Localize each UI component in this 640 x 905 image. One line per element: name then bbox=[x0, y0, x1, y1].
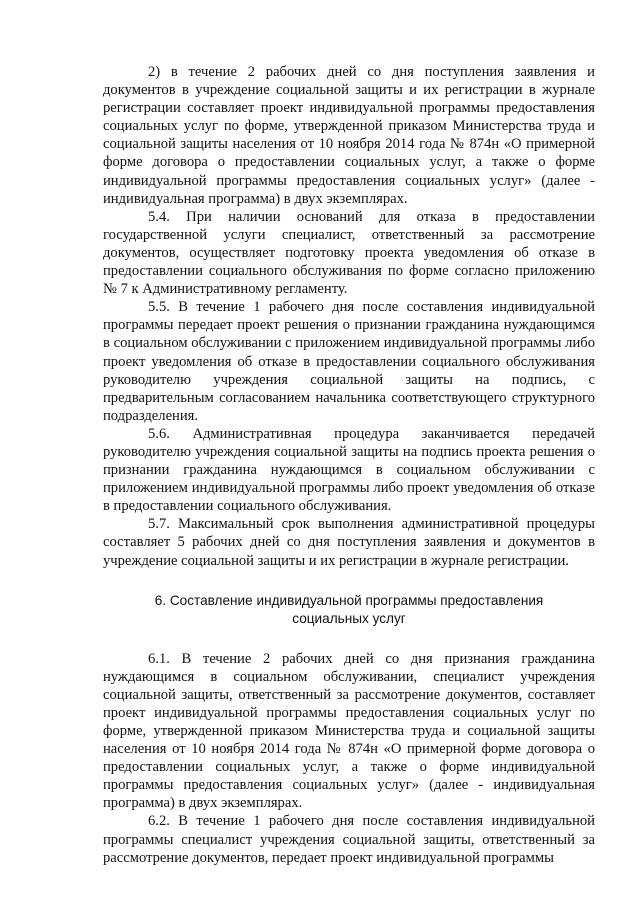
section-heading-line2: социальных услуг bbox=[292, 610, 406, 626]
paragraph-5-5: 5.5. В течение 1 рабочего дня после составления индивидуальной программы передает проект решения о признании гражданина нуждающимся в социальном обслуживании с приложением индивидуальной программы либо проект уведомления об отказе в предоставлении социального обслуживания руководителю учреждения социальной защиты на подпись, с предварительным согласованием начальника соответствующего структурного подразделения. bbox=[103, 299, 595, 424]
section-heading bbox=[103, 592, 595, 628]
paragraph-6-1: 6.1. В течение 2 рабочих дней со дня признания гражданина нуждающимся в социальном обслуживании, специалист учреждения социальной защиты, ответственный за рассмотрение документов, составляет проект индивидуальной программы предоставления социальных услуг по форме, утвержденной приказом Министерства труда и социальной защиты населения от 10 ноября 2014 года № 874н «О примерной форме договора о предоставлении социальных услуг, а также о форме индивидуальной программы предоставления социальных услуг» (далее - индивидуальная программа) в двух экземплярах. bbox=[103, 650, 595, 812]
section-heading-line1: 6. Составление индивидуальной программы предоставления bbox=[154, 592, 544, 608]
paragraph-5-4: 5.4. При наличии оснований для отказа в предоставлении государственной услуги специалист, ответственный за рассмотрение документов, осуществляет подготовку проекта уведомления об отказе в предоставлении социального обслуживания по форме согласно приложению № 7 к Административному регламенту. bbox=[103, 208, 595, 298]
paragraph-5-6: 5.6. Административная процедура заканчивается передачей руководителю учреждения социальной защиты на подпись проекта решения о признании гражданина нуждающимся в социальном обслуживании с приложением индивидуальной программы либо проект уведомления об отказе в предоставлении социального обслуживания. bbox=[103, 425, 595, 515]
paragraph-item-2: 2) в течение 2 рабочих дней со дня поступления заявления и документов в учреждение социальной защиты и их регистрации в журнале регистрации составляет проект индивидуальной программы предоставления социальных услуг по форме, утвержденной приказом Министерства труда и социальной защиты населения от 10 ноября 2014 года № 874н «О примерной форме договора о предоставлении социальных услуг, а также о форме индивидуальной программы предоставления социальных услуг» (далее - индивидуальная программа) в двух экземплярах. bbox=[103, 64, 595, 207]
document-body bbox=[103, 63, 595, 867]
paragraph-6-2: 6.2. В течение 1 рабочего дня после составления индивидуальной программы специалист учреждения социальной защиты, ответственный за рассмотрение документов, передает проект индивидуальной программы bbox=[103, 813, 595, 866]
paragraph-5-7: 5.7. Максимальный срок выполнения административной процедуры составляет 5 рабочих дней со дня поступления заявления и документов в учреждение социальной защиты и их регистрации в журнале регистрации. bbox=[103, 516, 595, 569]
